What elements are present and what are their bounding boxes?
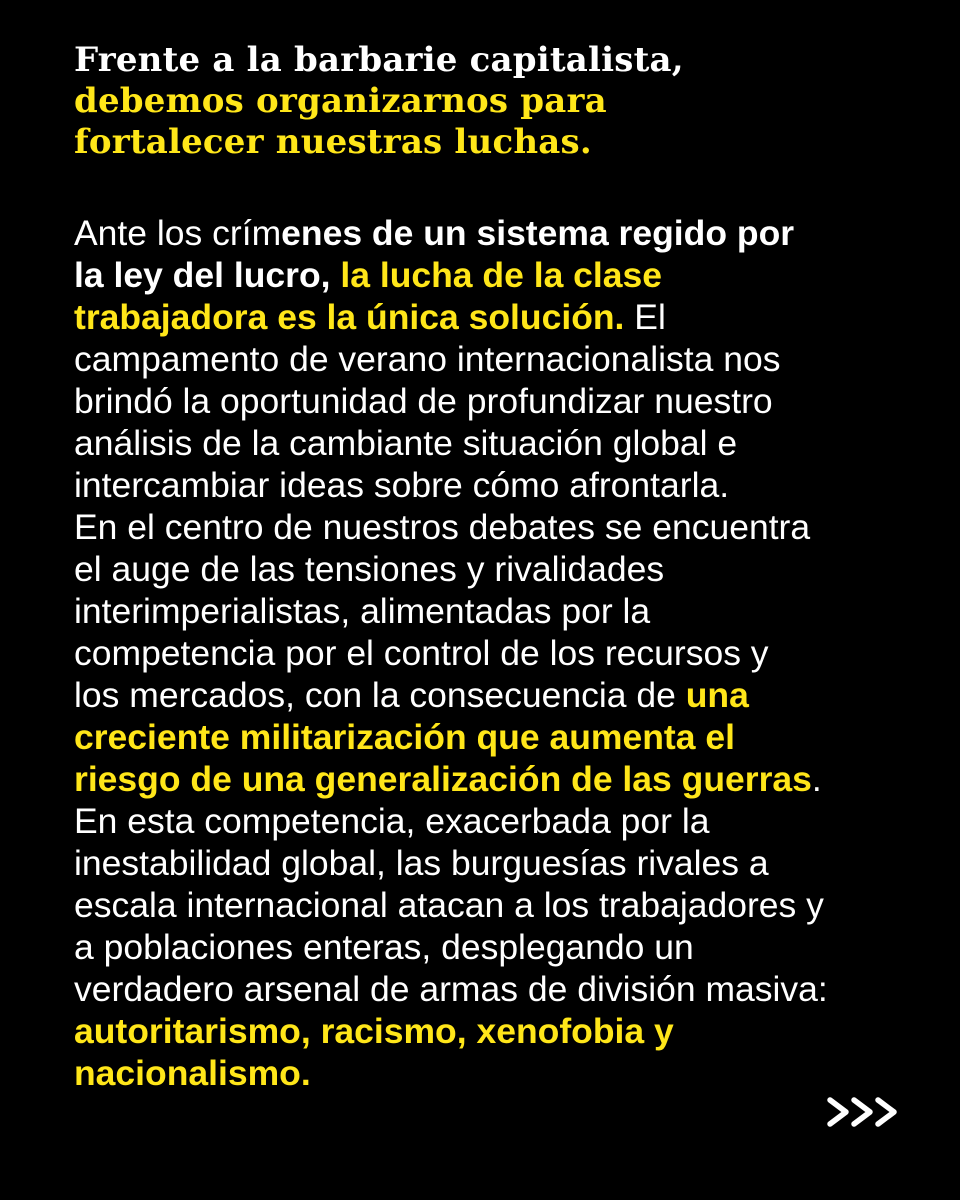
body-segment: Ante los crím [74, 213, 282, 253]
body-line: intercambiar ideas sobre cómo afrontarla. [74, 465, 730, 505]
body-line: inestabilidad global, las burguesías rivales a [74, 843, 769, 883]
body-paragraph [74, 212, 914, 1094]
body-segment-bold: la ley del lucro, [74, 255, 331, 295]
body-segment-highlight: una [685, 675, 749, 715]
headline-line-3: fortalecer nuestras luchas. [74, 122, 592, 162]
body-line [74, 674, 914, 716]
headline-line-1: Frente a la barbarie capitalista, [74, 40, 684, 80]
triple-chevron-right-icon[interactable] [826, 1094, 902, 1130]
body-segment-highlight: trabajadora es la única solución. [74, 297, 625, 337]
body-line: competencia por el control de los recursos y [74, 633, 769, 673]
body-line [74, 758, 914, 800]
body-line-highlight: nacionalismo. [74, 1053, 311, 1093]
body-segment: . [811, 759, 822, 799]
body-line: interimperialistas, alimentadas por la [74, 591, 651, 631]
body-line: En esta competencia, exacerbada por la [74, 801, 710, 841]
body-line: escala internacional atacan a los trabajadores y [74, 885, 824, 925]
body-line [74, 296, 914, 338]
body-line-highlight: creciente militarización que aumenta el [74, 717, 735, 757]
body-line: brindó la oportunidad de profundizar nuestro [74, 381, 773, 421]
body-segment-bold: enes de un sistema regido por [281, 213, 795, 253]
body-line: a poblaciones enteras, desplegando un [74, 927, 694, 967]
body-line [74, 254, 914, 296]
body-line: verdadero arsenal de armas de división masiva: [74, 969, 828, 1009]
headline-line-2: debemos organizarnos para [74, 81, 607, 121]
headline [74, 40, 894, 163]
body-segment: El [624, 297, 666, 337]
body-line: En el centro de nuestros debates se encuentra [74, 507, 811, 547]
body-line: análisis de la cambiante situación global e [74, 423, 738, 463]
body-segment-highlight: riesgo de una generalización de las guerras [74, 759, 812, 799]
body-line [74, 212, 914, 254]
body-line-highlight: autoritarismo, racismo, xenofobia y [74, 1011, 674, 1051]
body-segment: los mercados, con la consecuencia de [74, 675, 686, 715]
body-segment-highlight: la lucha de la clase [330, 255, 663, 295]
body-line: el auge de las tensiones y rivalidades [74, 549, 665, 589]
body-line: campamento de verano internacionalista nos [74, 339, 781, 379]
